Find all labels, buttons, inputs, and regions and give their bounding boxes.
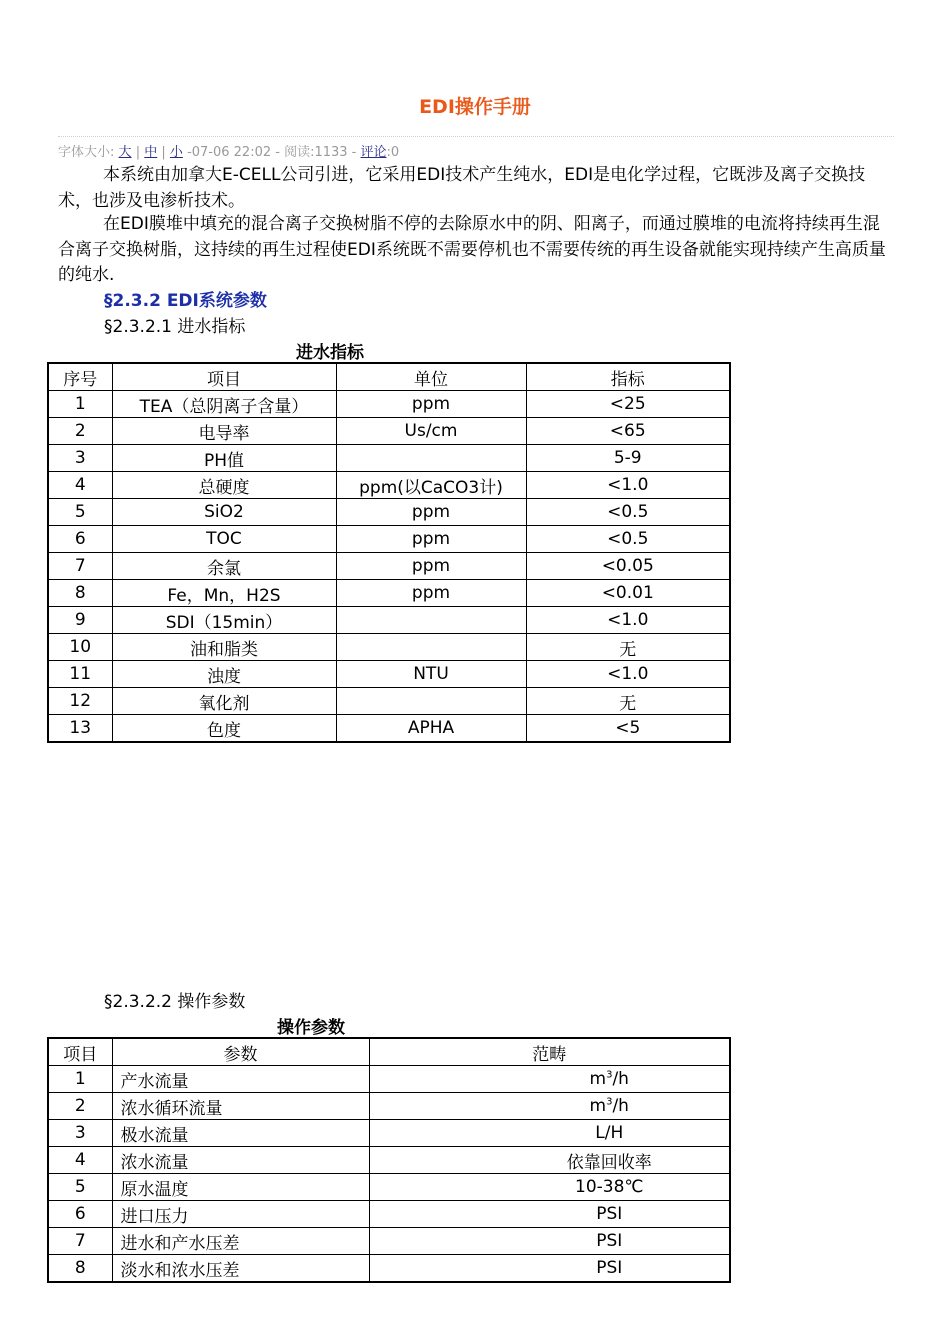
table-cell: L/H: [369, 1120, 730, 1147]
table-cell: 浊度: [112, 661, 336, 688]
table-cell: 色度: [112, 715, 336, 743]
table-cell: [336, 445, 526, 472]
table-row: [48, 688, 730, 715]
header-cell: 参数: [112, 1038, 369, 1066]
meta-separator: |: [161, 145, 166, 160]
subsection-heading-operating-params: §2.3.2.2 操作参数: [104, 992, 246, 1012]
table-cell: <0.5: [526, 499, 730, 526]
comment-link[interactable]: 评论: [360, 145, 387, 160]
table-cell: 8: [48, 1255, 112, 1283]
table-caption-feed-water: 进水指标: [296, 343, 364, 363]
table-cell: 11: [48, 661, 112, 688]
table-cell: <0.01: [526, 580, 730, 607]
section-heading: [104, 286, 267, 311]
table-row: [48, 1120, 730, 1147]
table-cell: ppm: [336, 553, 526, 580]
table-cell: [369, 1066, 730, 1093]
table-header-row: [48, 363, 730, 391]
table-cell: PSI: [369, 1228, 730, 1255]
subsection-heading-feed-water: §2.3.2.1 进水指标: [104, 317, 246, 337]
table-caption-operating-params: 操作参数: [277, 1018, 345, 1038]
table-cell: 2: [48, 1093, 112, 1120]
table-cell: 无: [526, 688, 730, 715]
table-cell: 8: [48, 580, 112, 607]
table-cell: 产水流量: [112, 1066, 369, 1093]
table-cell: 9: [48, 607, 112, 634]
table-cell: <1.0: [526, 472, 730, 499]
section-mark: §: [104, 291, 113, 311]
table-row: [48, 661, 730, 688]
table-cell: 原水温度: [112, 1174, 369, 1201]
table-cell: 3: [48, 445, 112, 472]
table-cell: 13: [48, 715, 112, 743]
comment-count: :0: [386, 145, 400, 160]
table-cell: <65: [526, 418, 730, 445]
table-cell: 总硬度: [112, 472, 336, 499]
header-cell: 范畴: [369, 1038, 730, 1066]
table-cell: ppm(以CaCO3计): [336, 472, 526, 499]
table-cell: APHA: [336, 715, 526, 743]
table-cell: ppm: [336, 526, 526, 553]
table-cell: PSI: [369, 1201, 730, 1228]
table-cell: 极水流量: [112, 1120, 369, 1147]
table-row: [48, 1255, 730, 1283]
table-cell: 淡水和浓水压差: [112, 1255, 369, 1283]
table-cell: 进水和产水压差: [112, 1228, 369, 1255]
table-cell: 余氯: [112, 553, 336, 580]
table-cell: 6: [48, 1201, 112, 1228]
table-cell: 4: [48, 1147, 112, 1174]
table-cell: 7: [48, 1228, 112, 1255]
table-cell: 依靠回收率: [369, 1147, 730, 1174]
table-row: [48, 1066, 730, 1093]
unit-text: m: [589, 1069, 607, 1089]
table-cell: <1.0: [526, 607, 730, 634]
table-cell: 10: [48, 634, 112, 661]
table-cell: [336, 607, 526, 634]
table-row: [48, 715, 730, 743]
title-divider: [58, 136, 894, 137]
table-cell: Us/cm: [336, 418, 526, 445]
font-size-small-link[interactable]: 小: [169, 145, 183, 160]
intro-paragraph-1: 本系统由加拿大E-CELL公司引进，它采用EDI技术产生纯水，EDI是电化学过程，它既涉及离子交换技术，也涉及电渗析技术。: [58, 165, 866, 211]
table-cell: 2: [48, 418, 112, 445]
table-row: [48, 1201, 730, 1228]
table-cell: 浓水流量: [112, 1147, 369, 1174]
table-cell: 5: [48, 499, 112, 526]
header-cell: 项目: [112, 363, 336, 391]
table-cell: 氧化剂: [112, 688, 336, 715]
table-cell: PH值: [112, 445, 336, 472]
table-cell: [336, 688, 526, 715]
font-size-large-link[interactable]: 大: [118, 145, 132, 160]
document-title: EDI操作手册: [419, 96, 531, 118]
table-cell: SiO2: [112, 499, 336, 526]
table-cell: 浓水循环流量: [112, 1093, 369, 1120]
font-size-label: 字体大小:: [58, 145, 115, 160]
table-cell: 6: [48, 526, 112, 553]
table-cell: ppm: [336, 580, 526, 607]
table-cell: SDI（15min）: [112, 607, 336, 634]
header-cell: 序号: [48, 363, 112, 391]
table-cell: TEA（总阴离子含量）: [112, 391, 336, 418]
table-cell: 4: [48, 472, 112, 499]
table-cell: 1: [48, 1066, 112, 1093]
operating-params-table: [47, 1037, 731, 1283]
table-cell: <0.5: [526, 526, 730, 553]
feed-water-table: [47, 362, 731, 743]
table-cell: 油和脂类: [112, 634, 336, 661]
table-cell: NTU: [336, 661, 526, 688]
table-cell: 无: [526, 634, 730, 661]
table-cell: Fe，Mn，H2S: [112, 580, 336, 607]
table-row: [48, 472, 730, 499]
table-cell: <25: [526, 391, 730, 418]
table-row: [48, 418, 730, 445]
table-cell: 1: [48, 391, 112, 418]
table-cell: [369, 1093, 730, 1120]
table-cell: 5: [48, 1174, 112, 1201]
table-row: [48, 634, 730, 661]
table-row: [48, 580, 730, 607]
header-cell: 项目: [48, 1038, 112, 1066]
font-size-medium-link[interactable]: 中: [144, 145, 158, 160]
article-meta: [58, 141, 399, 160]
table-row: [48, 1147, 730, 1174]
table-cell: TOC: [112, 526, 336, 553]
table-row: [48, 607, 730, 634]
table-cell: ppm: [336, 499, 526, 526]
table-row: [48, 1228, 730, 1255]
table-row: [48, 526, 730, 553]
table-cell: 7: [48, 553, 112, 580]
table-row: [48, 391, 730, 418]
table-cell: 12: [48, 688, 112, 715]
table-cell: 电导率: [112, 418, 336, 445]
unit-text: /h: [612, 1096, 629, 1116]
table-row: [48, 499, 730, 526]
unit-text: m: [589, 1096, 607, 1116]
intro-paragraph-2: 在EDI膜堆中填充的混合离子交换树脂不停的去除原水中的阴、阳离子，而通过膜堆的电流将持续再生混合离子交换树脂，这持续的再生过程使EDI系统既不需要停机也不需要传统的再生设备就能实现持续产生高质量的纯水.: [58, 214, 886, 285]
header-cell: 单位: [336, 363, 526, 391]
table-cell: 5-9: [526, 445, 730, 472]
section-heading-text: 2.3.2 EDI系统参数: [112, 291, 267, 311]
unit-text: /h: [612, 1069, 629, 1089]
header-cell: 指标: [526, 363, 730, 391]
table-header-row: [48, 1038, 730, 1066]
table-row: [48, 445, 730, 472]
meta-separator: |: [135, 145, 141, 160]
unit-superscript: 3: [606, 1069, 613, 1081]
table-row: [48, 1174, 730, 1201]
table-cell: ppm: [336, 391, 526, 418]
table-row: [48, 553, 730, 580]
table-cell: <1.0: [526, 661, 730, 688]
table-cell: <0.05: [526, 553, 730, 580]
table-cell: PSI: [369, 1255, 730, 1283]
table-cell: <5: [526, 715, 730, 743]
table-cell: 进口压力: [112, 1201, 369, 1228]
date-and-read-count: -07-06 22:02 - 阅读:1133 -: [187, 145, 357, 160]
table-cell: 10-38℃: [369, 1174, 730, 1201]
unit-superscript: 3: [606, 1096, 613, 1108]
table-cell: [336, 634, 526, 661]
table-cell: 3: [48, 1120, 112, 1147]
table-row: [48, 1093, 730, 1120]
